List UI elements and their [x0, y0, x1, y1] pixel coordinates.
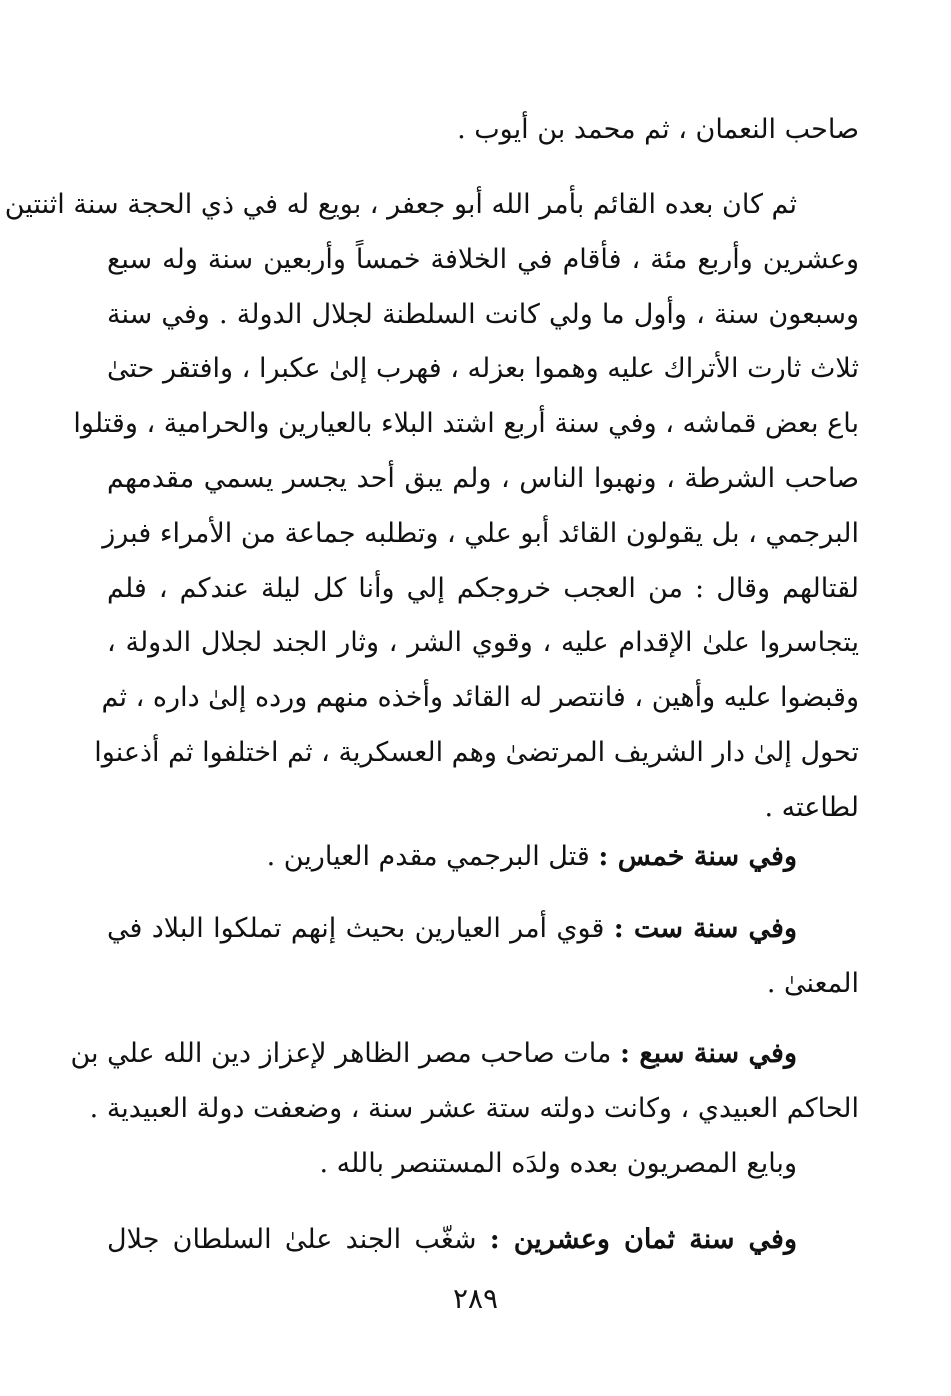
text-line: الحاكم العبيدي ، وكانت دولته ستة عشر سنة ، وضعفت دولة العبيدية .: [89, 1092, 859, 1124]
text-line: وعشرين وأربع مئة ، فأقام في الخلافة خمساً وأربعين سنة وله سبع: [107, 243, 859, 275]
text-run: مات صاحب مصر الظاهر لإعزاز دين الله علي بن: [70, 1038, 620, 1069]
text-line: صاحب الشرطة ، ونهبوا الناس ، ولم يبق أحد يجسر يسمي مقدمهم: [107, 462, 859, 494]
paragraph-continuation: [107, 103, 859, 158]
text-line: يتجاسروا علىٰ الإقدام عليه ، وقوي الشر ، وثار الجند لجلال الدولة ،: [107, 627, 859, 659]
year-heading: وفي سنة سبع :: [619, 1038, 797, 1069]
text-line: لقتالهم وقال : من العجب خروجكم إلي وأنا كل ليلة عندكم ، فلم: [107, 572, 859, 604]
text-line: المعنىٰ .: [766, 967, 859, 999]
text-line: لطاعته .: [764, 791, 859, 823]
year-heading: وفي سنة ست :: [613, 913, 798, 944]
paragraph-year-seven: [70, 1027, 859, 1191]
text-line: [107, 830, 859, 885]
text-line: [107, 1213, 859, 1268]
paragraph-year-twenty-eight: [107, 1213, 859, 1268]
text-line: تحول إلىٰ دار الشريف المرتضىٰ وهم العسكرية ، ثم اختلفوا ثم أذعنوا: [94, 736, 859, 768]
text-line: وبايع المصريون بعده ولدَه المستنصر بالله .: [319, 1147, 797, 1179]
text-line: باع بعض قماشه ، وفي سنة أربع اشتد البلاء بالعيارين والحرامية ، وقتلوا: [73, 408, 859, 440]
text-run: قوي أمر العيارين بحيث إنهم تملكوا البلاد في: [107, 913, 614, 944]
text-line: البرجمي ، بل يقولون القائد أبو علي ، وتطلبه جماعة من الأمراء فبرز: [102, 517, 859, 549]
text-line: وسبعون سنة ، وأول ما ولي كانت السلطنة لجلال الدولة . وفي سنة: [107, 298, 859, 330]
text-line: ثلاث ثارت الأتراك عليه وهموا بعزله ، فهرب إلىٰ عكبرا ، وافتقر حتىٰ: [107, 353, 859, 385]
page-number: ٢٨٩: [452, 1282, 499, 1315]
year-heading: وفي سنة خمس :: [598, 841, 797, 872]
text-line: ثم كان بعده القائم بأمر الله أبو جعفر ، بويع له في ذي الحجة سنة اثنتين: [4, 189, 797, 220]
year-heading: وفي سنة ثمان وعشرين :: [489, 1224, 797, 1255]
text-line: صاحب النعمان ، ثم محمد بن أيوب .: [457, 114, 859, 145]
text-line: [70, 1027, 859, 1082]
paragraph-year-five: [107, 830, 859, 885]
paragraph-caliph-qaim: [4, 178, 859, 836]
text-line: [107, 902, 859, 957]
paragraph-year-six: [107, 902, 859, 1012]
text-run: شغّب الجند علىٰ السلطان جلال: [107, 1224, 490, 1255]
text-line: وقبضوا عليه وأهين ، فانتصر له القائد وأخذه منهم ورده إلىٰ داره ، ثم: [101, 682, 859, 714]
text-run: قتل البرجمي مقدم العيارين .: [266, 841, 599, 872]
